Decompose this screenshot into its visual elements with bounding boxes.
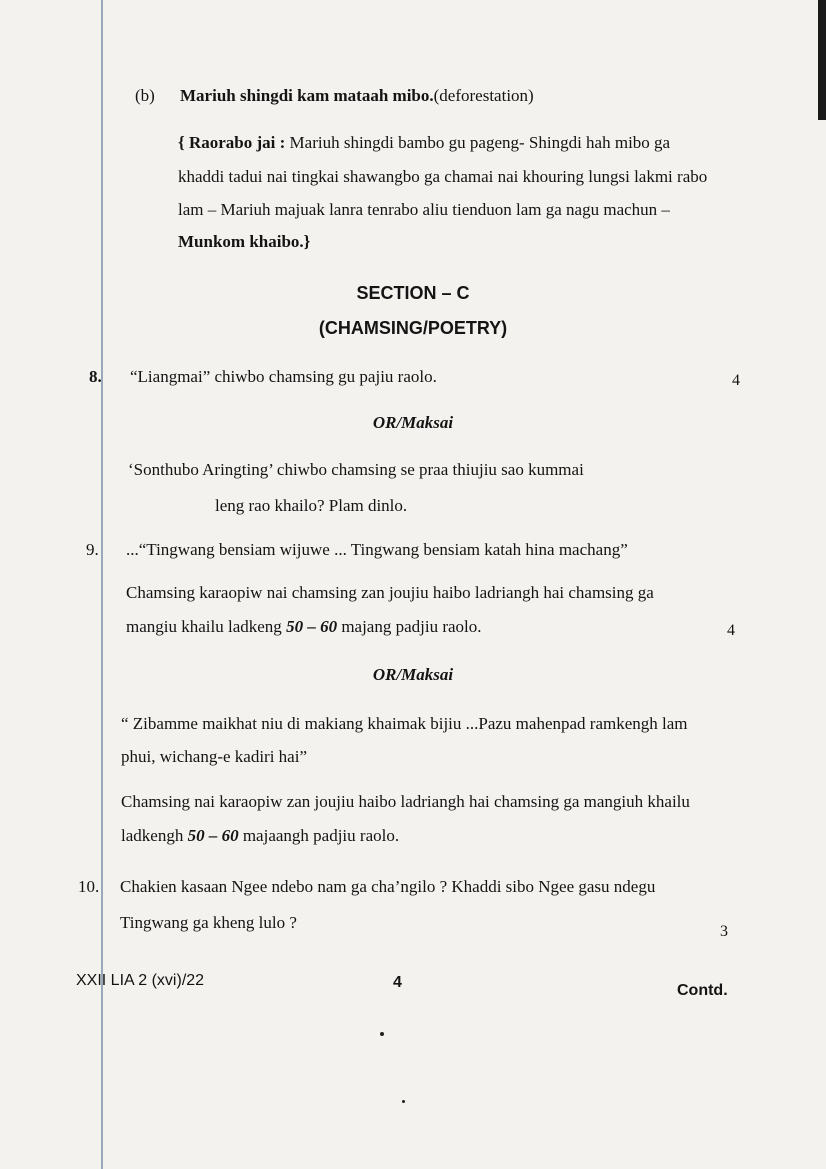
part-b-question-suffix: (deforestation) [433, 86, 534, 105]
hint-line-1: { Raorabo jai : Mariuh shingdi bambo gu pageng- Shingdi hah mibo ga [178, 133, 671, 152]
q9-alt-line-1: “ Zibamme maikhat niu di makiang khaimak bijiu ...Pazu mahenpad ramkengh lam [121, 714, 688, 733]
footer-page-number: 4 [393, 974, 402, 991]
hint-line-2: khaddi tadui nai tingkai shawangbo ga chamai nai khouring lungsi lakmi rabo [178, 167, 708, 186]
q9-line-3 [126, 617, 482, 637]
part-b-label: (b) [135, 86, 155, 105]
q10-number: 10. [78, 877, 100, 896]
q10-marks: 3 [720, 923, 728, 940]
footer-code: XXII LIA 2 (xvi)/22 [76, 972, 205, 989]
hint-line-3: lam – Mariuh majuak lanra tenrabo aliu tienduon lam ga nagu machun – [178, 200, 670, 219]
q9-alt-line-4-suffix: majaangh padjiu raolo. [242, 826, 400, 845]
section-subtitle: (CHAMSING/POETRY) [318, 318, 508, 338]
q8-marks: 4 [732, 372, 740, 389]
q9-alt-line-4 [121, 826, 399, 846]
q9-marks: 4 [727, 622, 735, 639]
q8-or-label: OR/Maksai [372, 413, 454, 432]
q9-word-range: 50 – 60 [286, 617, 338, 636]
q9-line-3-suffix: majang padjiu raolo. [341, 617, 482, 636]
section-title: SECTION – C [356, 283, 470, 303]
scan-speck [380, 1032, 384, 1036]
q9-quote: ...“Tingwang bensiam wijuwe ... Tingwang bensiam katah hina machang” [126, 540, 628, 559]
q8-number: 8. [89, 367, 102, 386]
part-b-question-text: Mariuh shingdi kam mataah mibo. [180, 86, 434, 105]
scan-edge-shadow [818, 0, 826, 120]
q8-alt-line-1: ‘Sonthubo Aringting’ chiwbo chamsing se praa thiujiu sao kummai [128, 460, 584, 479]
footer-contd: Contd. [677, 982, 728, 999]
margin-rule [101, 0, 103, 1169]
q9-alt-line-2: phui, wichang-e kadiri hai” [121, 747, 307, 766]
q9-line-2: Chamsing karaopiw nai chamsing zan joujiu haibo ladriangh hai chamsing ga [126, 583, 654, 602]
q8-text: “Liangmai” chiwbo chamsing gu pajiu raolo. [130, 367, 437, 386]
q8-alt-line-2: leng rao khailo? Plam dinlo. [215, 496, 408, 515]
q9-number: 9. [86, 540, 99, 559]
q9-or-label: OR/Maksai [372, 665, 454, 684]
scan-speck [402, 1100, 405, 1103]
hint-line-1-text: Mariuh shingdi bambo gu pageng- Shingdi hah mibo ga [285, 133, 671, 152]
hint-line-4: Munkom khaibo.} [178, 232, 311, 251]
q9-alt-line-4-prefix: ladkengh [121, 826, 184, 845]
q9-line-3-prefix: mangiu khailu ladkeng [126, 617, 282, 636]
part-b-question [180, 86, 534, 106]
q10-line-2: Tingwang ga kheng lulo ? [120, 913, 297, 932]
q9-alt-line-3: Chamsing nai karaopiw zan joujiu haibo ladriangh hai chamsing ga mangiuh khailu [121, 792, 690, 811]
q9-alt-word-range: 50 – 60 [187, 826, 239, 845]
q10-line-1: Chakien kasaan Ngee ndebo nam ga cha’ngilo ? Khaddi sibo Ngee gasu ndegu [120, 877, 656, 896]
